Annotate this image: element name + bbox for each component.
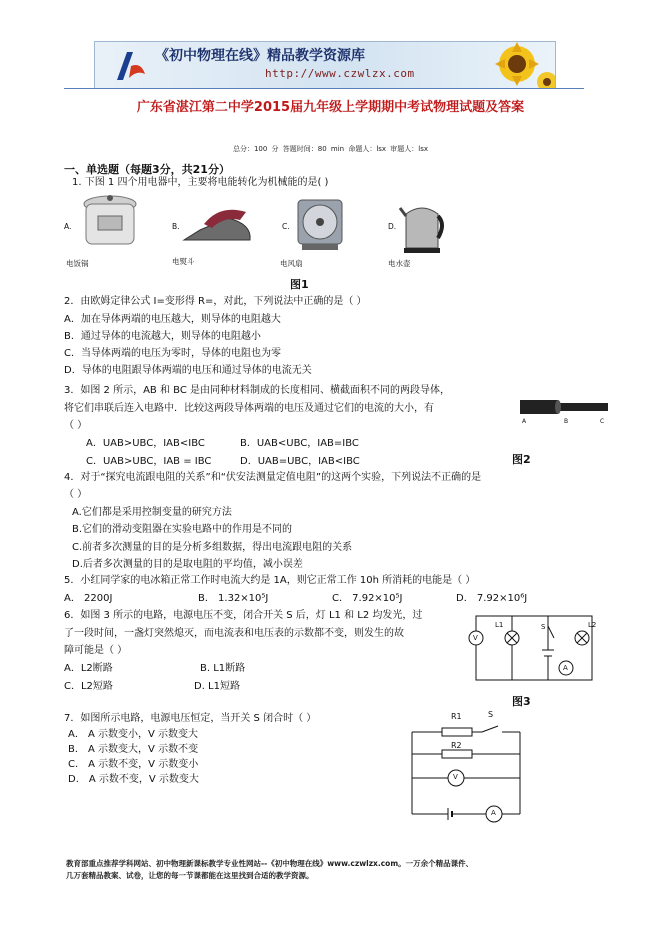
header-banner [94,41,556,89]
q1-stem: 1. 下图 1 四个用电器中，主要将电能转化为机械能的是( ) [72,177,329,188]
q1-letter-a: A. [64,222,72,231]
q2-option-c: C．当导体两端的电压为零时，导体的电阻也为零 [64,348,281,359]
figure-2-label: 图2 [512,453,531,466]
q2-option-a: A．加在导体两端的电压越大，则导体的电阻越大 [64,314,281,325]
fig2-label-b: B [564,418,569,425]
q6-stem-line2: 了一段时间，一盏灯突然熄灭，而电流表和电压表的示数都不变，则发生的故 [64,628,404,639]
q4-stem: 4．对于“探究电流跟电阻的关系”和“伏安法测量定值电阻”的这两个实验，下列说法不正确的是 [64,472,482,483]
q7-stem: 7．如图所示电路，电源电压恒定，当开关 S 闭合时（ ） [64,713,317,724]
q4-option-c: C.前者多次测量的目的是分析多组数据，得出电流跟电阻的关系 [72,542,353,553]
q7-option-d: D． A 示数不变，V 示数变大 [68,774,199,785]
q1-caption-a: 电饭锅 [66,259,89,268]
page-footer [66,858,473,882]
q7-fig-label-a: A [491,809,496,817]
q2-stem: 2．由欧姆定律公式 I=变形得 R=，对此，下列说法中正确的是（ ） [64,296,367,307]
banner-title: 《初中物理在线》精品教学资源库 [155,48,365,64]
q1-letter-c: C. [282,222,290,231]
q2-option-b: B．通过导体的电流越大，则导体的电阻越小 [64,331,261,342]
exam-meta: 总分：100 分 答题时间：80 min 命题人：lsx 审题人：lsx [232,145,429,153]
q7-option-a: A． A 示数变小，V 示数变大 [68,729,199,740]
q1-caption-d: 电水壶 [388,259,411,268]
q7-fig-label-r2: R2 [451,741,462,750]
q3-stem-line2: 将它们串联后连入电路中．比较这两段导体两端的电压及通过它们的电流的大小，有 [64,403,434,414]
q6-option-b: B. L1断路 [200,663,246,674]
fig2-label-a: A [522,418,527,425]
sunflower-icon [477,42,556,89]
header-rule [64,88,584,89]
electric-kettle-icon [398,194,446,256]
fig3-label-l2: L2 [588,621,597,629]
figure-3-label: 图3 [512,695,531,708]
q6-stem-line3: 障可能是（ ） [64,645,128,656]
q7-fig-label-v: V [453,773,458,781]
q3-option-c: C．UAB>UBC，IAB = IBC [86,456,212,467]
document-title: 广东省湛江第二中学2015届九年级上学期期中考试物理试题及答案 [136,100,525,115]
q6-stem-line1: 6．如图 3 所示的电路，电源电压不变，闭合开关 S 后，灯 L1 和 L2 均发光，过 [64,610,423,621]
circuit-figure-3 [466,610,600,692]
q1-letter-d: D. [388,222,397,231]
q1-letter-b: B. [172,222,180,231]
q6-option-c: C．L2短路 [64,681,113,692]
q2-option-d: D．导体的电阻跟导体两端的电压和通过导体的电流无关 [64,365,312,376]
q3-stem-line1: 3．如图 2 所示，AB 和 BC 是由同种材料制成的长度相同、横截面积不同的两段导体， [64,385,450,396]
q4-paren: （ ） [64,489,88,500]
fig2-label-c: C [600,418,605,425]
fig3-label-s: S [541,623,546,631]
q1-caption-b: 电熨斗 [172,257,195,266]
q1-caption-c: 电风扇 [280,259,303,268]
q4-option-d: D.后者多次测量的目的是取电阻的平均值，减小误差 [72,559,303,570]
rice-cooker-icon [76,190,144,256]
q5-option-b: B． 1.32×10⁵J [198,593,269,604]
site-logo-icon [113,48,149,84]
figure-1-label: 图1 [290,278,309,291]
footer-line-1: 教育部重点推荐学科网站、初中物理新课标教学专业性网站--《初中物理在线》www.czwlzx.com。一万余个精品课件、 [66,859,474,868]
q4-option-b: B.它们的滑动变阻器在实验电路中的作用是不同的 [72,524,293,535]
circuit-figure-q7 [406,722,526,826]
footer-line-2: 几万套精品教案、试卷，让您的每一节课都能在这里找到合适的教学资源。 [66,871,314,880]
q4-option-a: A.它们都是采用控制变量的研究方法 [72,507,232,518]
q5-stem: 5．小红同学家的电冰箱正常工作时电流大约是 1A，则它正常工作 10h 所消耗的电能是（ ） [64,575,476,586]
electric-fan-icon [290,196,350,254]
fig3-label-v: V [473,634,478,642]
section-heading: 一、单选题（每题3分，共21分） [64,163,230,176]
banner-url: http://www.czwlzx.com [265,67,415,80]
q7-fig-label-s: S [488,710,494,719]
q3-option-b: B．UAB<UBC，IAB=IBC [240,438,359,449]
q3-paren: （ ） [64,420,88,431]
q7-fig-label-r1: R1 [451,712,462,721]
q7-option-b: B． A 示数变大，V 示数不变 [68,744,199,755]
q5-option-d: D． 7.92×10⁶J [456,593,528,604]
q3-option-a: A．UAB>UBC，IAB<IBC [86,438,205,449]
fig3-label-l1: L1 [495,621,504,629]
fig3-label-a: A [563,664,568,672]
q6-option-d: D. L1短路 [194,681,240,692]
q6-option-a: A．L2断路 [64,663,113,674]
q5-option-a: A． 2200J [64,593,113,604]
q7-option-c: C． A 示数不变，V 示数变小 [68,759,199,770]
iron-icon [180,200,260,248]
conductor-figure [518,394,610,432]
q3-option-d: D．UAB=UBC，IAB<IBC [240,456,360,467]
q5-option-c: C． 7.92×10⁵J [332,593,403,604]
